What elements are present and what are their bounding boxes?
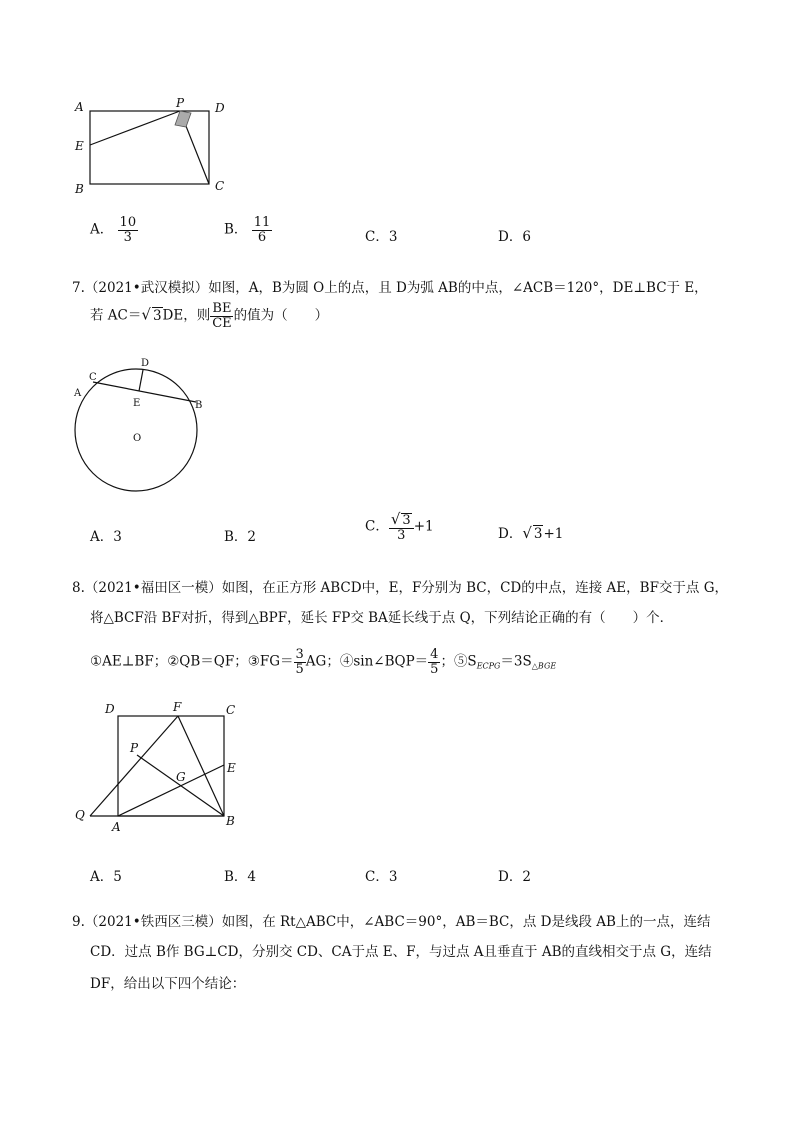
q6-option-b[interactable]: B． $\frac{11}{6}$ xyxy=(224,215,271,245)
label-E: E xyxy=(227,761,236,775)
fraction: $\frac{√ 3}{3}$ xyxy=(389,512,414,542)
label-B: B xyxy=(195,400,203,411)
label-P: P xyxy=(176,96,185,110)
label-C: C xyxy=(226,703,236,717)
fraction: $\frac{11}{6}$ xyxy=(253,215,271,245)
label-D: D xyxy=(105,702,115,716)
q7-option-d[interactable]: D．√ 3+1 xyxy=(498,524,564,542)
label-Q: Q xyxy=(75,808,85,822)
q9-line3: DF，给出以下四个结论： xyxy=(90,976,246,992)
q7-line2: 若 AC＝√ 3DE，则 $\frac{BE}{CE}$ 的值为（ ） xyxy=(90,301,329,331)
label-P: P xyxy=(130,741,139,755)
label-A: A xyxy=(75,100,84,114)
q7-option-b[interactable]: B．2 xyxy=(224,529,257,545)
label-E: E xyxy=(75,139,84,153)
label-A: A xyxy=(112,820,121,834)
label-B: B xyxy=(226,814,235,828)
fraction: $\frac{10}{3}$ xyxy=(119,215,137,245)
rectangle-figure xyxy=(70,95,240,200)
label-F: F xyxy=(173,700,182,714)
label-B: B xyxy=(75,182,84,196)
label-E: E xyxy=(133,398,141,409)
q8-option-c[interactable]: C．3 xyxy=(365,869,398,885)
fraction: $\frac{4}{5}$ xyxy=(430,647,439,677)
label-G: G xyxy=(176,770,186,784)
label-C: C xyxy=(89,372,97,383)
q8-option-b[interactable]: B．4 xyxy=(224,869,257,885)
q8-line1: 8.（2021•福田区一模）如图，在正方形 ABCD中，E，F分别为 BC，CD的中点，连接 AE，BF交于点 G， xyxy=(72,580,729,596)
fraction: $\frac{3}{5}$ xyxy=(295,647,304,677)
q9-line2: CD．过点 B作 BG⊥CD，分别交 CD、CA于点 E、F，与过点 A且垂直于 AB的直线相交于点 G，连结 xyxy=(90,944,712,960)
right-angle-marker xyxy=(175,111,191,127)
label-O: O xyxy=(133,433,142,444)
q7-option-a[interactable]: A．3 xyxy=(90,529,122,545)
label-A: A xyxy=(74,388,82,399)
label-D: D xyxy=(215,101,225,115)
label-D: D xyxy=(141,358,150,369)
q7-option-c[interactable]: C． $\frac{√ 3}{3}$ +1 xyxy=(365,510,434,543)
q8-conclusions: ①AE⊥BF；②QB＝QF；③FG＝ $\frac{3}{5}$ AG；④sin∠BQP＝ $\frac{4}{5}$ ；$⑤S_{ECPG}=3S_{\triangle BGE}$ xyxy=(90,647,557,677)
q9-line1: 9.（2021•铁西区三模）如图，在 Rt△ABC中，∠ABC＝90°，AB＝BC，点 D是线段 AB上的一点，连结 xyxy=(72,914,711,930)
q8-option-a[interactable]: A．5 xyxy=(90,869,122,885)
q6-option-c[interactable]: C．3 xyxy=(365,229,398,245)
q7-line1: 7.（2021•武汉模拟）如图，A，B为圆 O上的点，且 D为弧 AB的中点，∠ACB＝120°，DE⊥BC于 E， xyxy=(72,280,708,296)
q6-option-d[interactable]: D．6 xyxy=(498,229,531,245)
square-figure xyxy=(70,698,245,838)
q8-line2: 将△BCF沿 BF对折，得到△BPF，延长 FP交 BA延长线于点 Q，下列结论正确的有（ ）个． xyxy=(90,610,674,626)
q8-option-d[interactable]: D．2 xyxy=(498,869,531,885)
label-C: C xyxy=(215,179,225,193)
fraction: $\frac{BE}{CE}$ xyxy=(212,301,232,331)
circle-figure xyxy=(68,350,208,500)
q6-option-a[interactable]: A． $\frac{10}{3}$ xyxy=(90,215,137,245)
